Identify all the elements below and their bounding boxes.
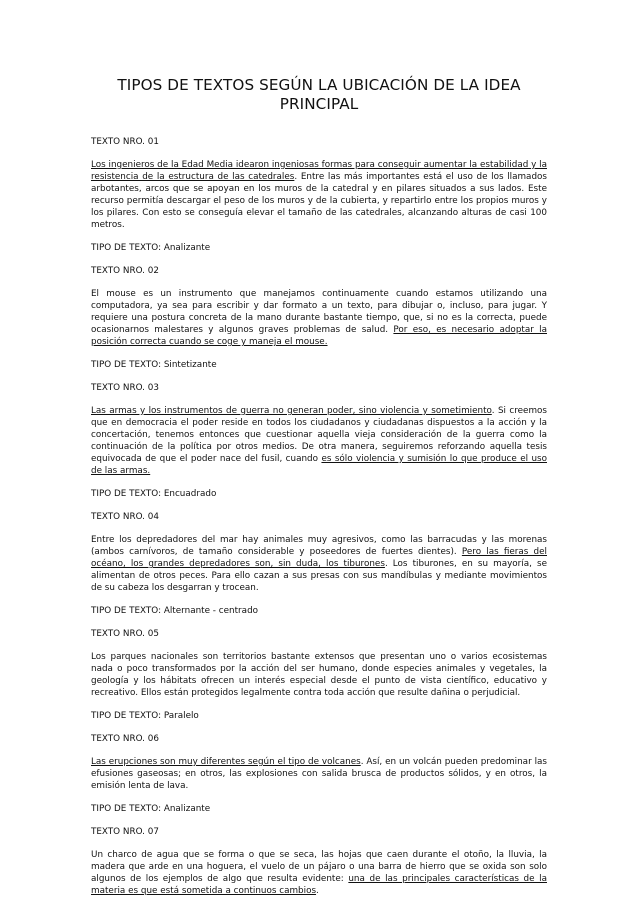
- text-paragraph: [91, 159, 547, 231]
- text-header: TEXTO NRO. 04: [91, 512, 159, 522]
- text-header: TEXTO NRO. 02: [91, 266, 159, 276]
- paragraph-text: El mouse es un instrumento que manejamos continuamente cuando estamos utilizando una computadora, ya sea para escribir y dar formato a un texto, para dibujar o, incluso, para jugar. Y requiere una postura concreta de la mano durante bastante tiempo, que, si no es la correcta, puede ocasionarnos malestares y algunos graves problemas de salud.: [91, 289, 547, 335]
- paragraph-text: . Entre las más importantes está el uso de los llamados arbotantes, arcos que se apoyan en los muros de la catedral y en pilares situados a sus lados. Este recurso permitía descargar el peso de los muros y de la cubierta, y repartirlo entre los propios muros y los pilares. Con esto se conseguía elevar el tamaño de las catedrales, alcanzando alturas de casi 100 metros.: [91, 172, 547, 230]
- text-header: TEXTO NRO. 03: [91, 383, 159, 393]
- text-type-label: TIPO DE TEXTO: Sintetizante: [91, 360, 217, 370]
- text-header: TEXTO NRO. 07: [91, 827, 159, 837]
- text-paragraph: [91, 849, 547, 897]
- text-header: TEXTO NRO. 05: [91, 629, 159, 639]
- text-paragraph: [91, 651, 547, 699]
- paragraph-text: . Si creemos que en democracia el poder reside en todos los ciudadanos y ciudadanas dispuestos a la acción y la concertación, tenemos entonces que cuestionar aquella vieja consideración de la guerra como la continuación de la política por otros medios. De otra manera, seguiremos reforzando aquella tesis equivocada de que el poder nace del fusil, cuando: [91, 406, 547, 464]
- paragraph-text: . Así, en un volcán pueden predominar las efusiones gaseosas; en otros, las explosiones con salida brusca de productos sólidos, y en otros, la emisión lenta de lava.: [91, 757, 547, 791]
- main-idea-underlined: Pero las fieras del océano, los grandes depredadores son, sin duda, los tiburones: [91, 547, 547, 569]
- text-type-label: TIPO DE TEXTO: Analizante: [91, 804, 211, 814]
- text-paragraph: [91, 405, 547, 477]
- text-paragraph: [91, 288, 547, 348]
- main-idea-underlined: Por eso, es necesario adoptar la posición correcta cuando se coge y maneja el mouse.: [91, 325, 547, 347]
- text-type-label: TIPO DE TEXTO: Alternante - centrado: [91, 606, 259, 616]
- text-type-label: TIPO DE TEXTO: Paralelo: [91, 711, 199, 721]
- paragraph-text: Los parques nacionales son territorios bastante extensos que presentan uno o varios ecosistemas nada o poco transformados por la acción del ser humano, donde especies animales y vegetales, la geología y los hábitats ofrecen un interés especial desde el punto de vista científico, educativo y recreativo. Ellos están protegidos legalmente contra toda acción que resulte dañina o perjudicial.: [91, 652, 547, 698]
- document-body: [91, 136, 547, 897]
- paragraph-text: Un charco de agua que se forma o que se seca, las hojas que caen durante el otoño, la lluvia, la madera que arde en una hoguera, el vuelo de un pájaro o una barra de hierro que se oxida son solo algunos de los ejemplos de algo que resulta evidente:: [91, 850, 547, 884]
- page-title: TIPOS DE TEXTOS SEGÚN LA UBICACIÓN DE LA IDEA PRINCIPAL: [117, 76, 521, 113]
- main-idea-underlined: es sólo violencia y sumisión lo que produce el uso de las armas.: [91, 454, 547, 476]
- text-paragraph: [91, 756, 547, 792]
- text-type-label: TIPO DE TEXTO: Analizante: [91, 243, 211, 253]
- main-idea-underlined: Las armas y los instrumentos de guerra no generan poder, sino violencia y sometimiento: [91, 406, 492, 416]
- main-idea-underlined: una de las principales características de la materia es que está sometida a continuos cambios: [91, 874, 547, 896]
- paragraph-text: . Los tiburones, en su mayoría, se alimentan de otros peces. Para ello cazan a sus presas con sus mandíbulas y mediante movimientos de su cabeza los desgarran y trocean.: [91, 559, 547, 593]
- paragraph-text: Entre los depredadores del mar hay animales muy agresivos, como las barracudas y las morenas (ambos carnívoros, de tamaño considerable y poseedores de fuertes dientes).: [91, 535, 547, 557]
- text-type-label: TIPO DE TEXTO: Encuadrado: [91, 489, 217, 499]
- main-idea-underlined: Los ingenieros de la Edad Media idearon ingeniosas formas para conseguir aumentar la estabilidad y la resistencia de la estructura de las catedrales: [91, 160, 547, 182]
- main-idea-underlined: Las erupciones son muy diferentes según el tipo de volcanes: [91, 757, 361, 767]
- text-header: TEXTO NRO. 01: [91, 137, 159, 147]
- paragraph-text: .: [316, 886, 319, 896]
- text-paragraph: [91, 534, 547, 594]
- text-header: TEXTO NRO. 06: [91, 734, 159, 744]
